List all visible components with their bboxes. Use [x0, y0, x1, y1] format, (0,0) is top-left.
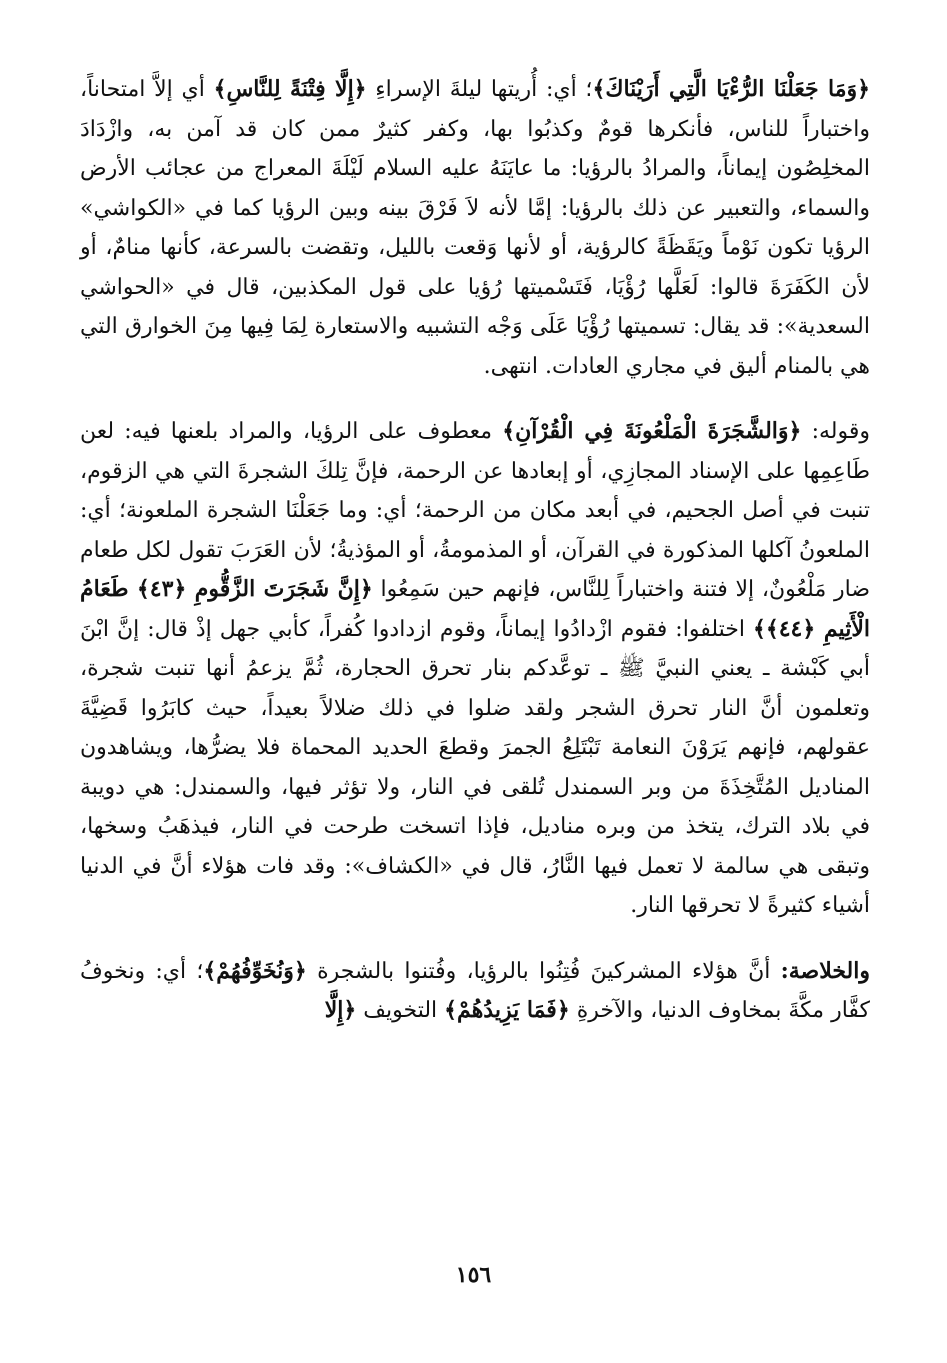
page-body	[80, 70, 870, 1031]
commentary-text: معطوف على الرؤيا، والمراد بلعنها فيه: لعن طَاعِمِها على الإسناد المجازِي، أو إبعادها عن الرحمة، فإنَّ تِلكَ الشجرةَ التي هي الزقوم، تنبت في أصل الجحيم، في أبعد مكان من الرحمة؛ أي: وما جَعَلْنَا الشجرة الملعونة؛ أي: الملعونُ آكلها المذكورة في القرآن، أو المذمومةُ، أو المؤذيةُ؛ لأن العَرَبَ تقول لكل طعام ضار مَلْعُونٌ، إلا فتنة واختباراً لِلنَّاس، فإنهم حين سَمِعُوا	[80, 419, 871, 602]
commentary-text: التخويف	[356, 998, 445, 1023]
quran-quote: ﴿وَمَا جَعَلْنَا الرُّءْيَا الَّتِي أَرَيْنَاكَ﴾	[592, 76, 871, 102]
paragraph-3	[80, 952, 870, 1031]
quran-quote: ﴿فَمَا يَزِيدُهُمْ﴾	[444, 997, 570, 1023]
summary-heading: والخلاصة:	[780, 957, 870, 984]
quran-quote: ﴿إِلَّا فِتْنَةً لِلنَّاسِ﴾	[213, 76, 367, 102]
quran-quote: ﴿إِنَّ شَجَرَتَ الزَّقُّومِ ﴿٤٣﴾ طَعَامُ الْأَثِيمِ ﴿٤٤﴾﴾	[80, 576, 870, 642]
commentary-text: أي إلاَّ امتحاناً، واختباراً للناس، فأنكرها قومٌ وكذبُوا بها، وكفر كثيرٌ ممن كان قد آمن به، وازْدَادَ المخلِصُون إيماناً، والمرادُ بالرؤيا: ما عايَنَهُ عليه السلام لَيْلَةَ المعراج من عجائب الأرض والسماء، والتعبير عن ذلك بالرؤيا: إمَّا لأنه لاَ فَرْقَ بينه وبين الرؤيا كما في «الكواشي» الرؤيا تكون نَوْماً ويَقَظَةً كالرؤية، أو لأنها وَقعت بالليل، وتقضت بالسرعة، كأنها منامٌ، أو لأن الكَفَرَةَ قالوا: لَعَلَّها رُؤْيَا، فَتَسْميتها رُؤيا على قول المكذبين، قال في «الحواشي السعدية»: قد يقال: تسميتها رُؤْيَا عَلَى وَجْه التشبيه والاستعارة لِمَا فِيها مِنَ الخوارق التي هي بالمنام أليق في مجاري العادات. انتهى.	[80, 77, 870, 379]
paragraph-1	[80, 70, 870, 386]
commentary-text: ؛ أي: ونخوفُ كفَّار مكَّةَ بمخاوف الدنيا، والآخرةِ	[80, 958, 870, 1023]
quran-quote: ﴿إِلَّا	[324, 997, 357, 1023]
commentary-text: ؛ أي: أُريتها ليلةَ الإسراءِ	[366, 77, 593, 102]
quran-quote: ﴿وَنُخَوِّفُهُمْ﴾	[203, 957, 307, 984]
quran-quote: ﴿وَالشَّجَرَةَ الْمَلْعُونَةَ فِي الْقُرْآنِ﴾	[502, 418, 802, 444]
commentary-text: أنَّ هؤلاء المشركينَ فُتِنُوا بالرؤيا، وفُتنوا بالشجرة	[306, 958, 781, 984]
page-number: ١٥٦	[455, 1262, 492, 1288]
paragraph-2	[80, 412, 870, 926]
commentary-text: اختلفوا: فقوم ازْدادُوا إيماناً، وقوم ازدادوا كُفراً، كأبي جهل إذْ قال: إنَّ ابْنَ أبي كَبْشة ـ يعني النبيَّ ﷺ ـ توعَّدكم بنار تحرق الحجارة، ثُمَّ يزعمُ أنها تنبت شجرة، وتعلمون أنَّ النار تحرق الشجر ولقد ضلوا في ذلك ضلالاً بعيداً، حيث كابَرُوا قَضِيَّةَ عقولهم، فإنهم يَرَوْنَ النعامة تَبْتَلِعُ الجمرَ وقطعَ الحديد المحماة فلا يضرُّها، ويشاهدون المناديل المُتَّخِذَةَ من وبر السمندل تُلقى في النار، ولا تؤثر فيها، والسمندل: هي دويبة في بلاد الترك، يتخذ من وبره مناديل، فإذا اتسخت طرحت في النار، فيذهَبُ وسخها، وتبقى هي سالمة لا تعمل فيها النَّارُ، قال في «الكشاف»: وقد فات هؤلاء أنَّ في الدنيا أشياء كثيرةً لا تحرقها النار.	[80, 616, 870, 918]
commentary-text: وقوله:	[801, 419, 871, 444]
